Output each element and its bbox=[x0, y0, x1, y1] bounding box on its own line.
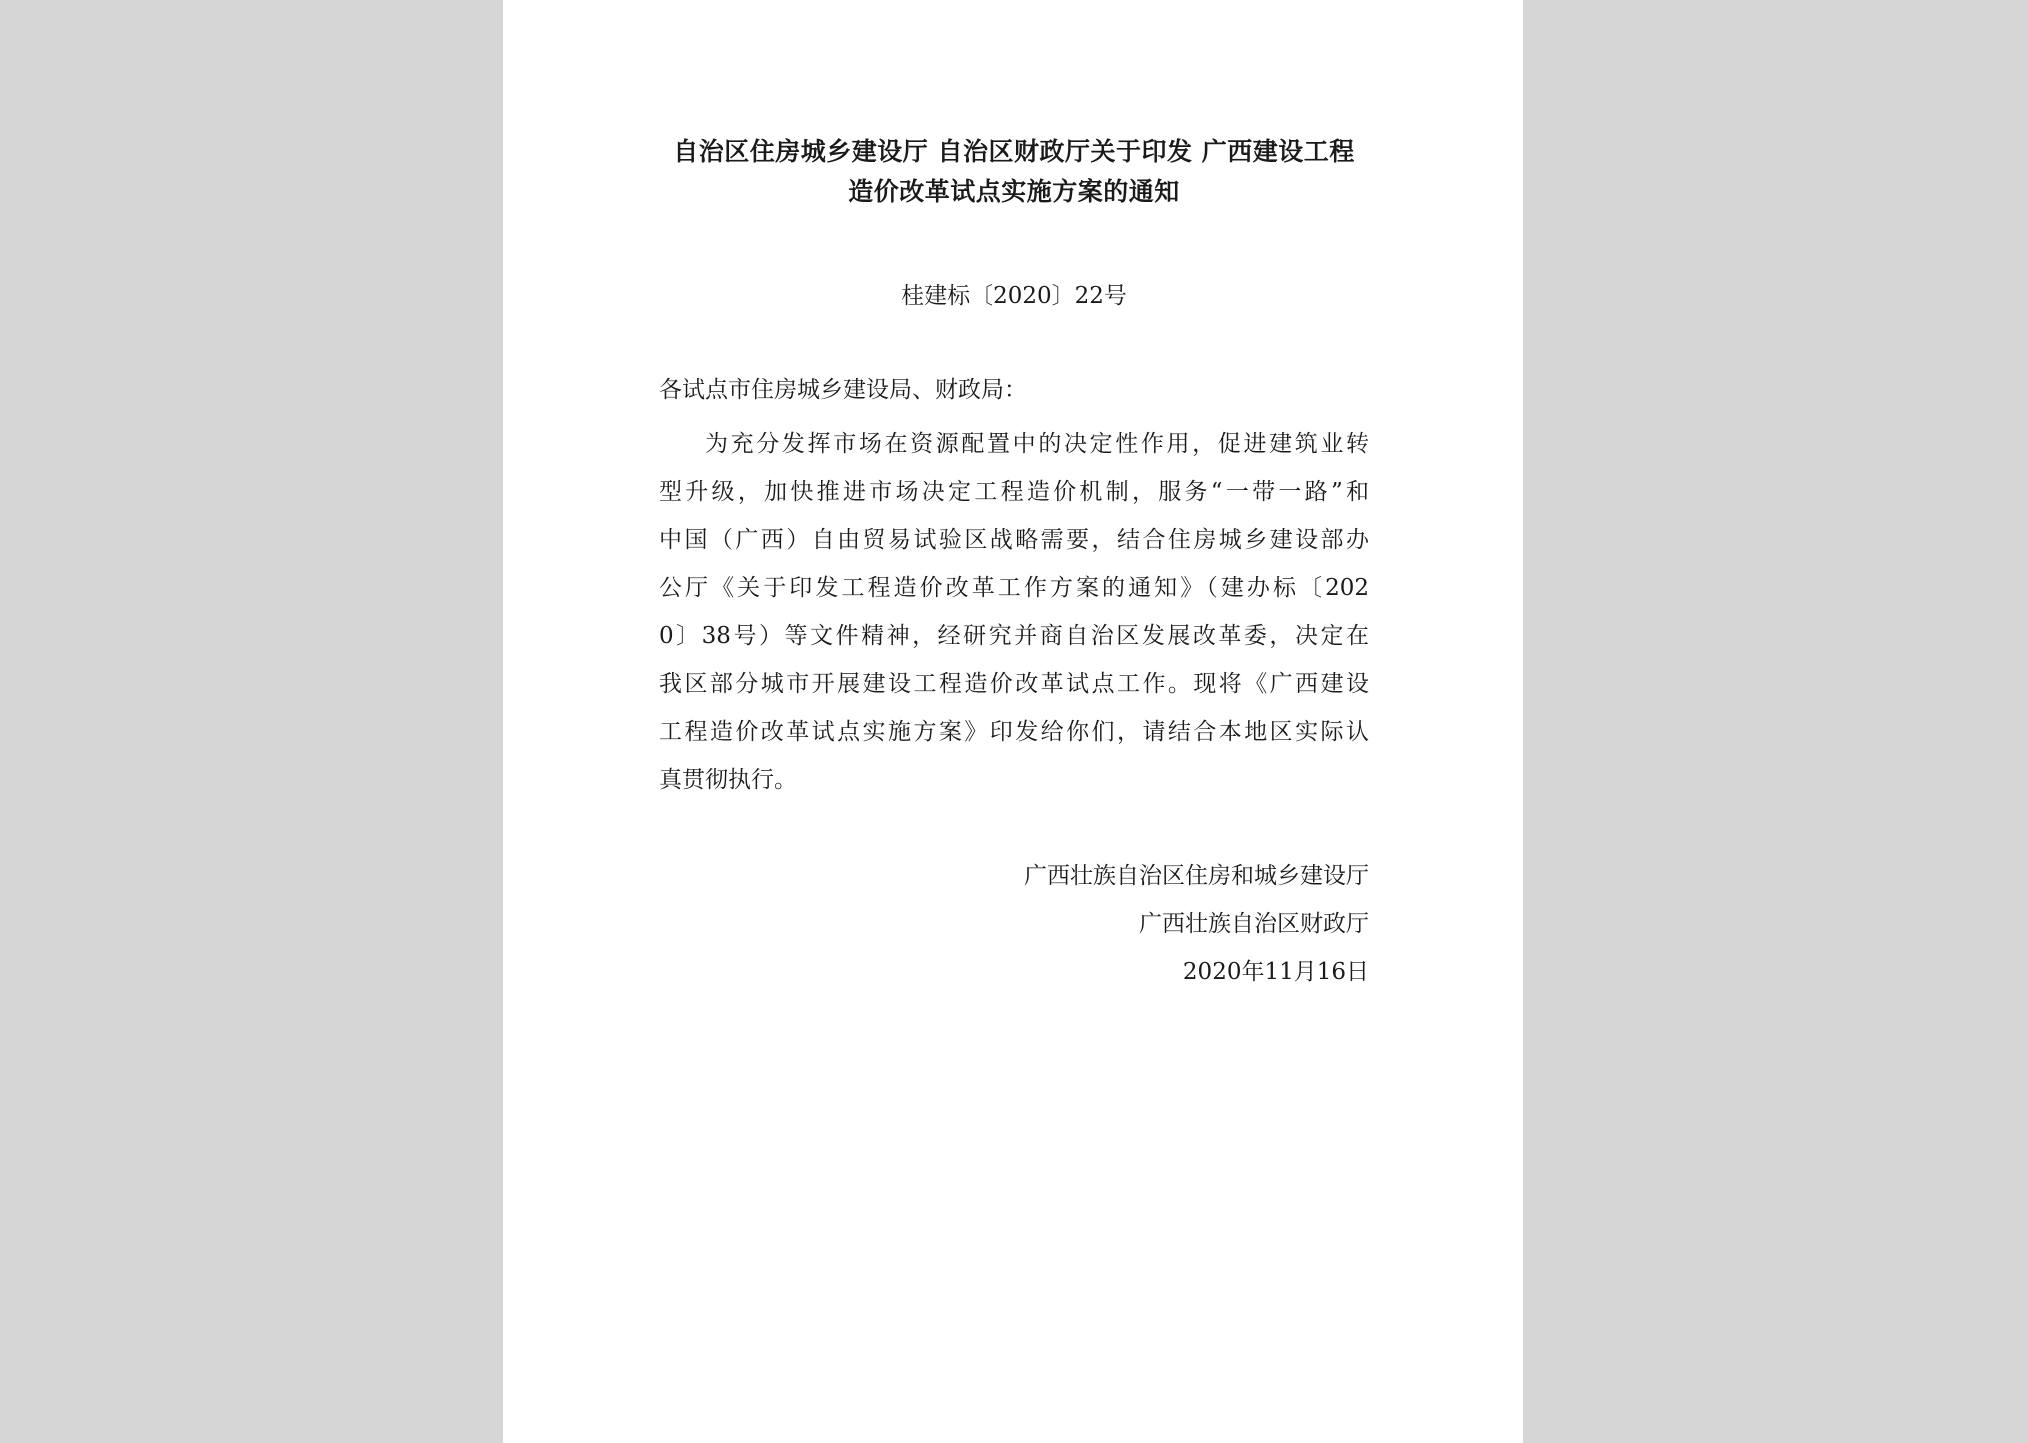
body-line: 工程造价改革试点实施方案》印发给你们，请结合本地区实际认 bbox=[659, 719, 1369, 745]
issue-date: 2020年11月16日 bbox=[1182, 959, 1369, 985]
salutation: 各试点市住房城乡建设局、财政局： bbox=[659, 377, 1027, 403]
document-title bbox=[659, 132, 1369, 212]
signatory-finance-department: 广西壮族自治区财政厅 bbox=[1139, 911, 1369, 937]
body-line: 为充分发挥市场在资源配置中的决定性作用，促进建筑业转 bbox=[705, 431, 1369, 457]
title-line-1: 自治区住房城乡建设厅 自治区财政厅关于印发 广西建设工程 bbox=[673, 137, 1355, 166]
body-line: 真贯彻执行。 bbox=[659, 767, 797, 793]
document-number: 桂建标〔2020〕22号 bbox=[901, 283, 1127, 309]
signatory-housing-department: 广西壮族自治区住房和城乡建设厅 bbox=[1024, 863, 1369, 889]
title-line-2: 造价改革试点实施方案的通知 bbox=[848, 177, 1180, 206]
body-line: 0〕38号）等文件精神，经研究并商自治区发展改革委，决定在 bbox=[659, 623, 1369, 649]
body-line: 我区部分城市开展建设工程造价改革试点工作。现将《广西建设 bbox=[659, 671, 1369, 697]
body-line: 公厅《关于印发工程造价改革工作方案的通知》（建办标〔202 bbox=[659, 575, 1369, 601]
document-page bbox=[503, 0, 1523, 1443]
body-line: 型升级，加快推进市场决定工程造价机制，服务“一带一路”和 bbox=[659, 479, 1369, 505]
body-paragraph bbox=[659, 420, 1369, 804]
body-line: 中国（广西）自由贸易试验区战略需要，结合住房城乡建设部办 bbox=[659, 527, 1369, 553]
signature-block bbox=[1024, 852, 1369, 996]
